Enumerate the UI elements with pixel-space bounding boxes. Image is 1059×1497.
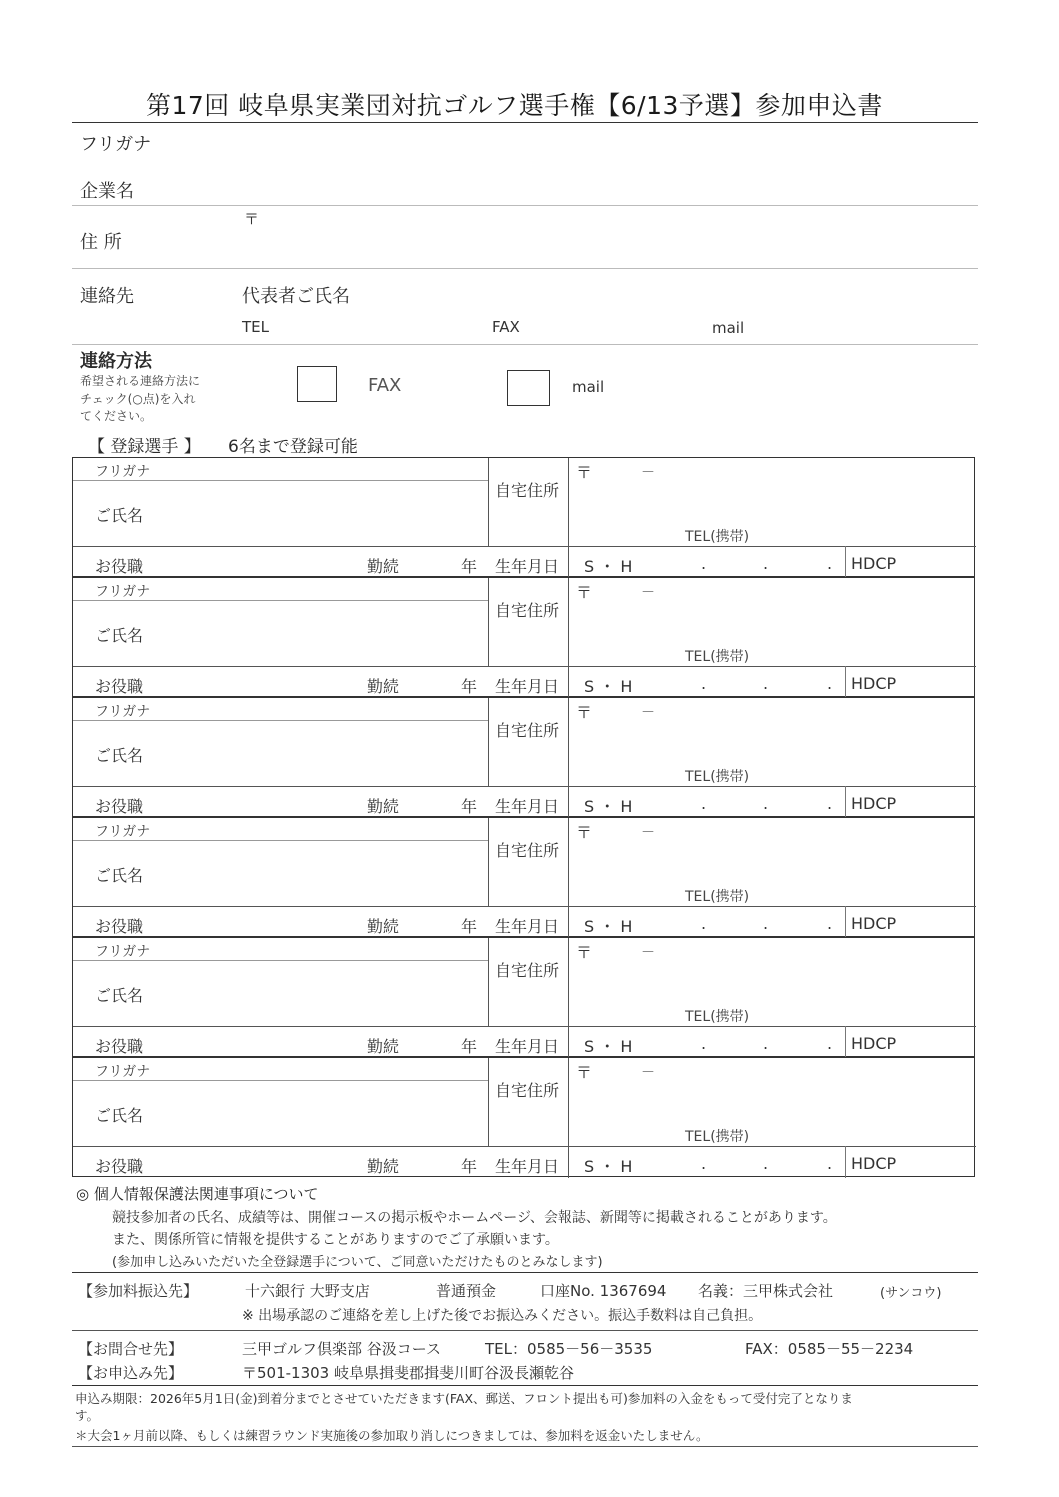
player-dot-3: . [827, 1034, 833, 1053]
footer-line [72, 1446, 978, 1447]
player-name-col-divider [488, 818, 489, 906]
player-tenure-label: 勤続 [367, 677, 400, 696]
player-postal-mark: 〒 [576, 823, 593, 842]
player-name-label: ご氏名 [95, 506, 144, 525]
player-address-col-divider [568, 458, 569, 578]
player-address-col-divider [568, 818, 569, 938]
representative-label: 代表者ご氏名 [242, 286, 350, 307]
address-line[interactable] [72, 268, 978, 269]
player-year-label: 年 [461, 677, 478, 696]
deadline-line-2: す。 [75, 1408, 100, 1423]
player-hdcp-divider [845, 546, 846, 578]
player-year-label: 年 [461, 797, 478, 816]
player-block [72, 1057, 975, 1177]
player-postal-dash: － [641, 1065, 655, 1081]
player-hdcp-label: HDCP [851, 1154, 897, 1173]
privacy-heading: ◎ 個人情報保護法関連事項について [76, 1185, 319, 1203]
player-dot-3: . [827, 794, 833, 813]
company-name-line[interactable] [72, 205, 978, 206]
payment-note: ※ 出場承認のご連絡を差し上げた後でお振込みください。振込手数料は自己負担。 [242, 1308, 763, 1324]
player-hdcp-label: HDCP [851, 1034, 897, 1053]
player-hdcp-label: HDCP [851, 674, 897, 693]
player-row-divider [73, 546, 976, 547]
company-fax-label: FAX [492, 318, 520, 336]
address-divider [72, 1385, 978, 1386]
player-birthdate-label: 生年月日 [495, 917, 560, 936]
player-home-address-label: 自宅住所 [495, 961, 560, 980]
player-block [72, 817, 975, 937]
player-hdcp-divider [845, 1146, 846, 1178]
player-furigana-label: フリガナ [95, 1064, 151, 1080]
player-era-label: S ・ H [584, 1037, 633, 1056]
player-block [72, 577, 975, 697]
privacy-line-1: 競技参加者の氏名、成績等は、開催コースの掲示板やホームページ、会報誌、新聞等に掲載されることがあります。 [112, 1210, 837, 1226]
player-name-col-divider [488, 578, 489, 666]
player-position-label: お役職 [95, 1037, 144, 1056]
player-home-address-label: 自宅住所 [495, 841, 560, 860]
player-name-label: ご氏名 [95, 746, 144, 765]
company-postal-mark: 〒 [244, 210, 260, 228]
player-position-label: お役職 [95, 677, 144, 696]
contact-label: 連絡先 [80, 286, 134, 307]
player-row-divider [73, 906, 976, 907]
company-mail-label: mail [712, 319, 745, 337]
player-dot-1: . [701, 674, 707, 693]
player-block [72, 457, 975, 577]
player-tenure-label: 勤続 [367, 917, 400, 936]
player-era-label: S ・ H [584, 557, 633, 576]
player-birthdate-label: 生年月日 [495, 797, 560, 816]
registration-table [72, 457, 975, 1177]
player-dot-1: . [701, 914, 707, 933]
player-dot-3: . [827, 914, 833, 933]
company-name-label: 企業名 [80, 181, 134, 202]
player-row-divider [73, 786, 976, 787]
player-name-label: ご氏名 [95, 1106, 144, 1125]
contact-line[interactable] [72, 344, 978, 345]
player-postal-dash: － [641, 705, 655, 721]
player-home-address-label: 自宅住所 [495, 1081, 560, 1100]
deadline-line-1: 申込み期限：2026年5月1日(金)到着分までとさせていただきます(FAX、郵送、フロント提出も可)参加料の入金をもって受付完了となりま [75, 1391, 853, 1406]
player-era-label: S ・ H [584, 1157, 633, 1176]
player-hdcp-divider [845, 666, 846, 698]
privacy-divider [72, 1272, 978, 1273]
player-birthdate-label: 生年月日 [495, 557, 560, 576]
player-dot-2: . [763, 914, 769, 933]
page-title: 第17回 岐阜県実業団対抗ゴルフ選手権【6/13予選】参加申込書 [146, 91, 883, 120]
contact-method-instruction-3: てください。 [80, 409, 153, 423]
payment-account-number: 口座No. 1367694 [540, 1282, 667, 1300]
application-label: 【お申込み先】 [78, 1364, 184, 1382]
payment-holder-kana: (サンコウ) [880, 1286, 942, 1301]
player-dot-3: . [827, 674, 833, 693]
privacy-line-2: また、関係所管に情報を提供することがありますのでご了承願います。 [112, 1232, 559, 1248]
mail-checkbox[interactable] [507, 370, 550, 406]
player-furigana-label: フリガナ [95, 584, 151, 600]
player-name-col-divider [488, 458, 489, 546]
player-era-label: S ・ H [584, 797, 633, 816]
player-home-address-label: 自宅住所 [495, 481, 560, 500]
company-furigana-label: フリガナ [80, 134, 152, 155]
player-postal-mark: 〒 [576, 943, 593, 962]
player-postal-dash: － [641, 945, 655, 961]
inquiry-fax: FAX：0585－55－2234 [745, 1340, 914, 1358]
player-tenure-label: 勤続 [367, 1157, 400, 1176]
player-tenure-label: 勤続 [367, 797, 400, 816]
player-birthdate-label: 生年月日 [495, 1157, 560, 1176]
player-furigana-label: フリガナ [95, 464, 151, 480]
mail-option-label: mail [572, 378, 605, 396]
player-dot-3: . [827, 1154, 833, 1173]
player-dot-2: . [763, 794, 769, 813]
player-postal-dash: － [641, 825, 655, 841]
player-home-address-label: 自宅住所 [495, 721, 560, 740]
company-tel-label: TEL [242, 318, 269, 336]
fax-option-label: FAX [368, 375, 402, 396]
player-position-label: お役職 [95, 917, 144, 936]
player-name-label: ご氏名 [95, 626, 144, 645]
registration-limit: 6名まで登録可能 [228, 437, 358, 457]
player-dot-2: . [763, 674, 769, 693]
player-home-address-label: 自宅住所 [495, 601, 560, 620]
player-furigana-label: フリガナ [95, 824, 151, 840]
contact-method-label: 連絡方法 [80, 351, 152, 372]
player-dot-1: . [701, 1034, 707, 1053]
deadline-line-3: ＊大会1ヶ月前以降、もしくは練習ラウンド実施後の参加取り消しにつきましては、参加料を返金いたしません。 [75, 1428, 709, 1443]
payment-holder: 名義：三甲株式会社 [698, 1282, 834, 1300]
player-position-label: お役職 [95, 1157, 144, 1176]
player-address-col-divider [568, 938, 569, 1058]
player-row-divider [73, 666, 976, 667]
player-postal-dash: － [641, 465, 655, 481]
player-year-label: 年 [461, 917, 478, 936]
player-birthdate-label: 生年月日 [495, 677, 560, 696]
application-address: 〒501-1303 岐阜県揖斐郡揖斐川町谷汲長瀬乾谷 [242, 1364, 574, 1382]
player-tenure-label: 勤続 [367, 557, 400, 576]
fax-checkbox[interactable] [297, 366, 337, 402]
player-postal-mark: 〒 [576, 583, 593, 602]
player-year-label: 年 [461, 557, 478, 576]
player-row-divider [73, 1146, 976, 1147]
player-block [72, 937, 975, 1057]
payment-bank: 十六銀行 大野支店 [245, 1282, 370, 1300]
player-dot-2: . [763, 1154, 769, 1173]
player-hdcp-divider [845, 786, 846, 818]
player-dot-2: . [763, 1034, 769, 1053]
player-postal-mark: 〒 [576, 703, 593, 722]
player-tel-mobile-label: TEL(携帯) [685, 889, 750, 905]
address-label: 住 所 [80, 232, 122, 253]
player-address-col-divider [568, 578, 569, 698]
player-name-col-divider [488, 938, 489, 1026]
player-tel-mobile-label: TEL(携帯) [685, 1009, 750, 1025]
player-tenure-label: 勤続 [367, 1037, 400, 1056]
player-tel-mobile-label: TEL(携帯) [685, 529, 750, 545]
title-underline [72, 122, 978, 123]
player-postal-mark: 〒 [576, 463, 593, 482]
player-dot-1: . [701, 1154, 707, 1173]
player-era-label: S ・ H [584, 917, 633, 936]
registration-header: 【 登録選手 】 [88, 437, 201, 457]
player-name-label: ご氏名 [95, 866, 144, 885]
player-dot-3: . [827, 554, 833, 573]
player-name-label: ご氏名 [95, 986, 144, 1005]
player-address-col-divider [568, 1058, 569, 1178]
player-name-col-divider [488, 698, 489, 786]
player-postal-mark: 〒 [576, 1063, 593, 1082]
player-address-col-divider [568, 698, 569, 818]
inquiry-club: 三甲ゴルフ倶楽部 谷汲コース [242, 1340, 442, 1358]
player-dot-1: . [701, 554, 707, 573]
player-row-divider [73, 1026, 976, 1027]
player-tel-mobile-label: TEL(携帯) [685, 1129, 750, 1145]
player-furigana-label: フリガナ [95, 704, 151, 720]
player-tel-mobile-label: TEL(携帯) [685, 769, 750, 785]
player-furigana-label: フリガナ [95, 944, 151, 960]
player-position-label: お役職 [95, 557, 144, 576]
player-hdcp-label: HDCP [851, 914, 897, 933]
player-tel-mobile-label: TEL(携帯) [685, 649, 750, 665]
player-hdcp-label: HDCP [851, 794, 897, 813]
payment-divider [72, 1330, 978, 1331]
payment-account-type: 普通預金 [436, 1282, 497, 1300]
player-hdcp-divider [845, 1026, 846, 1058]
player-name-col-divider [488, 1058, 489, 1146]
contact-method-instruction-2: チェック(○点)を入れ [80, 392, 196, 406]
player-birthdate-label: 生年月日 [495, 1037, 560, 1056]
contact-method-instruction-1: 希望される連絡方法に [80, 374, 201, 388]
payment-label: 【参加料振込先】 [78, 1282, 199, 1300]
player-year-label: 年 [461, 1157, 478, 1176]
inquiry-tel: TEL：0585－56－3535 [485, 1340, 653, 1358]
player-block [72, 697, 975, 817]
inquiry-label: 【お問合せ先】 [78, 1340, 184, 1358]
player-year-label: 年 [461, 1037, 478, 1056]
player-position-label: お役職 [95, 797, 144, 816]
privacy-line-3: (参加申し込みいただいた全登録選手について、ご同意いただけたものとみなします) [112, 1255, 603, 1270]
player-postal-dash: － [641, 585, 655, 601]
player-hdcp-divider [845, 906, 846, 938]
player-era-label: S ・ H [584, 677, 633, 696]
player-dot-1: . [701, 794, 707, 813]
player-dot-2: . [763, 554, 769, 573]
player-hdcp-label: HDCP [851, 554, 897, 573]
